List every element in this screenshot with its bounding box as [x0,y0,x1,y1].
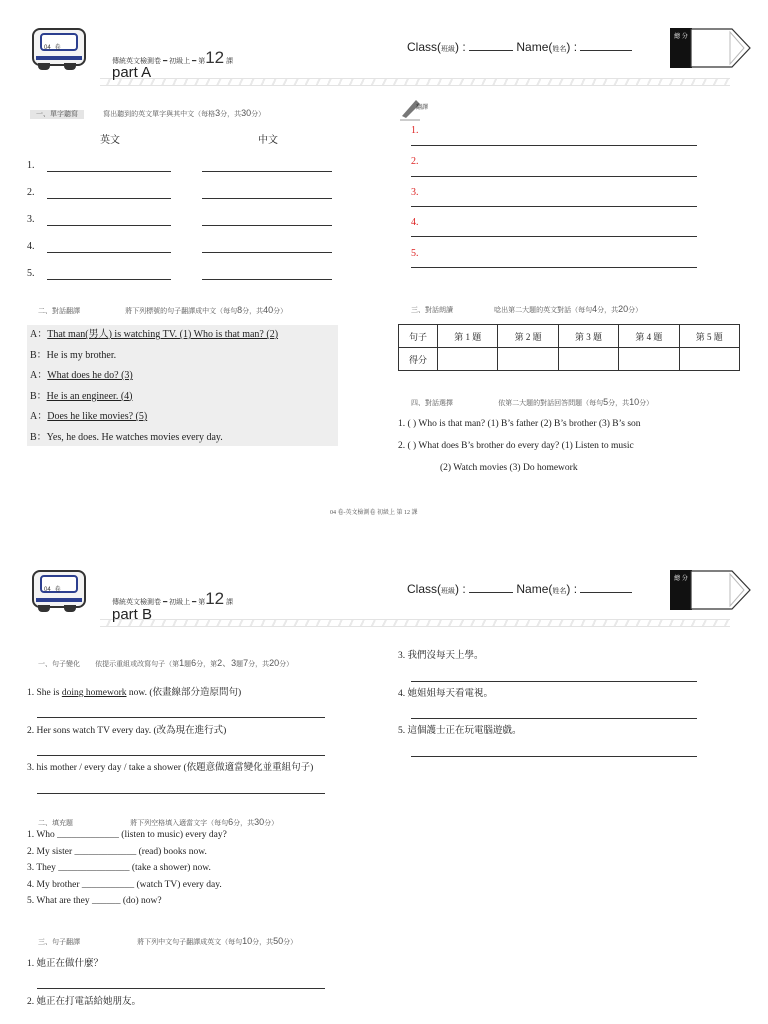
page-footer: 04 卷-英文檢測卷 初級上 第 12 課 [330,510,418,516]
class-label: Class( [407,40,442,54]
a-section3-heading [411,297,642,316]
list-item: 1. Who _____________ (listen to music) every day? [27,830,227,840]
answer-line-zh[interactable] [202,198,332,199]
dialog-line: A：Does he like movies? (5) [30,411,148,422]
a-section4-heading [411,390,653,409]
a-q2b: (2) Watch movies (3) Do homework [440,463,578,473]
class-cn: 班級 [441,46,456,53]
subtitle-lesson-prefix: 第 [198,599,206,606]
section-instruction: 依第二大題的對話回答問題（每句5分，共10分） [498,397,654,407]
header-cell: 第 1 題 [438,325,498,348]
class-field[interactable] [469,50,513,51]
score-cell[interactable] [498,348,558,371]
header-cell: 第 5 題 [679,325,739,348]
score-row [399,348,740,371]
score-header-row [399,325,740,348]
answer-line[interactable] [411,756,697,757]
answer-line-zh[interactable] [202,225,332,226]
score-cell[interactable] [558,348,618,371]
answer-line-en[interactable] [47,225,171,226]
subtitle-lesson-suffix: 課 [226,599,234,606]
section-instruction: 依提示重組或改寫句子（第1題6分，第2、3題7分，共20分） [95,658,294,668]
answer-line-zh[interactable] [202,279,332,280]
b-q1: 1. She is doing homework now. (依畫線部分造原問句) [27,688,242,698]
train-icon [32,28,86,66]
answer-line[interactable] [37,755,325,756]
blank[interactable]: _______________ [58,863,130,873]
header-cell: 句子 [399,325,438,348]
dialog-line: B：Yes, he does. He watches movies every day. [30,431,223,443]
section-instruction: 將下列空格填入適當文字（每句6分，共30分） [130,817,279,827]
answer-line[interactable] [411,681,697,682]
name-close: ) : [566,582,578,596]
b-section3-heading [38,929,297,948]
b-right-q3: 3. 我們沒每天上學。 [398,651,484,661]
a-section2-heading [38,298,287,317]
badge-number: 04 [44,587,51,593]
lesson-number: 12 [205,589,225,608]
subtitle-prefix: 傳統英文檢測卷 [112,599,161,606]
b-right-q5: 5. 這個護士正在玩電腦遊戲。 [398,726,522,736]
part-title: part B [112,606,153,623]
section-tag: 二、對話翻譯 [38,308,80,315]
col-zh: 中文 [258,135,278,146]
answer-line[interactable] [411,718,697,719]
section-tag: 一、單字聽寫 [30,110,84,119]
answer-line[interactable] [411,267,697,268]
header-cell: 第 2 題 [498,325,558,348]
blank[interactable]: ___________ [81,879,135,890]
row-num: 3. [411,187,419,198]
answer-line-en[interactable] [47,198,171,199]
section-tag: 一、句子變化 [38,661,80,668]
list-item: 4. My brother ___________ (watch TV) every day. [27,879,222,890]
rail-decoration [100,78,730,86]
row-num: 4. [411,217,419,228]
b-s3-q2: 2. 她正在打電話給她朋友。 [27,997,142,1007]
train-badge [30,26,85,72]
blank[interactable]: _____________ [74,846,137,857]
badge-suffix: 卷 [54,45,61,51]
b-q3: 3. his mother / every day / take a shower (依題意做適當變化並重組句子) [27,763,314,773]
badge-number: 04 [44,45,51,51]
section-instruction: 寫出聽到的英文單字與其中文（每格3分，共30分） [103,108,266,118]
name-field[interactable] [580,592,632,593]
answer-line[interactable] [411,236,697,237]
list-item: 3. They _______________ (take a shower) now. [27,863,211,873]
score-cell[interactable] [679,348,739,371]
class-close: ) : [455,40,466,54]
train-badge [30,568,85,614]
answer-line[interactable] [411,176,697,177]
lesson-number: 12 [205,48,225,67]
section-instruction: 唸出第二大題的英文對話（每句4分，共20分） [494,304,643,314]
row-label: 得分 [399,348,438,371]
row-num: 2. [411,156,419,167]
b-right-q4: 4. 她姐姐每天看電視。 [398,689,494,699]
translate-label: 翻譯 [416,105,429,111]
row-num: 1. [27,160,35,171]
class-close: ) : [455,582,466,596]
score-table [398,324,740,371]
score-flag: 總 分 [670,28,692,68]
answer-line[interactable] [37,717,325,718]
dialog-line: A：That man(男人) is watching TV. (1) Who is that man? (2) [30,329,279,340]
subtitle: 傳統英文檢測卷 ━ 初級上 ━ 第12 課 [112,48,234,67]
answer-line[interactable] [411,145,697,146]
name-label: Name( [516,582,553,596]
subtitle-grade: 初級上 [169,58,191,65]
rail-decoration [100,619,730,627]
a-q2: 2. ( ) What does B’s brother do every day? (1) Listen to music [398,441,634,451]
row-num: 5. [27,268,35,279]
answer-line[interactable] [37,988,325,989]
section-instruction: 將下列中文句子翻譯成英文（每句10分，共50分） [137,936,298,946]
dialog-line: A：What does he do? (3) [30,370,133,381]
section-tag: 二、填充題 [38,820,73,827]
score-arrow-icon [690,570,752,610]
answer-line-zh[interactable] [202,252,332,253]
subtitle-lesson-suffix: 課 [226,58,234,65]
section-tag: 三、句子翻譯 [38,939,80,946]
score-cell[interactable] [438,348,498,371]
fill-in-list [27,827,227,910]
dialog-line: B：He is my brother. [30,349,117,361]
name-cn: 姓名 [552,46,567,53]
header-cell: 第 3 題 [558,325,618,348]
list-item: 5. What are they ______ (do) now? [27,896,162,906]
b-q2: 2. Her sons watch TV every day. (改為現在進行式) [27,726,227,736]
answer-line-en[interactable] [47,171,171,172]
score-arrow-icon [690,28,752,68]
score-flag: 總 分 [670,570,692,610]
subtitle-lesson-prefix: 第 [198,58,206,65]
b-s3-q1: 1. 她正在做什麼？ [27,959,104,969]
class-label: Class( [407,582,442,596]
part-title: part A [112,64,152,81]
row-num: 2. [27,187,35,198]
subtitle-prefix: 傳統英文檢測卷 [112,58,161,65]
section-tag: 三、對話朗讀 [411,307,453,314]
train-icon [32,570,86,608]
b-section1-heading [38,651,293,670]
name-field[interactable] [580,50,632,51]
answer-line-en[interactable] [47,279,171,280]
section-tag: 四、對話選擇 [411,400,453,407]
badge-suffix: 卷 [54,587,61,593]
name-label: Name( [516,40,553,54]
name-close: ) : [566,40,578,54]
row-num: 5. [411,248,419,259]
dialog-box [27,325,338,446]
answer-line-en[interactable] [47,252,171,253]
answer-line[interactable] [37,793,325,794]
name-cn: 姓名 [552,588,567,595]
blank[interactable]: ______ [91,896,121,906]
answer-line-zh[interactable] [202,171,332,172]
list-item: 2. My sister _____________ (read) books now. [27,846,207,857]
answer-line[interactable] [411,206,697,207]
row-num: 4. [27,241,35,252]
row-num: 1. [411,125,419,136]
class-field[interactable] [469,592,513,593]
a-section1-heading [30,101,265,120]
row-num: 3. [27,214,35,225]
a-q1: 1. ( ) Who is that man? (1) B’s father (2) B’s brother (3) B’s son [398,419,641,429]
col-en: 英文 [100,135,120,146]
class-name-fields [407,40,632,54]
blank[interactable]: _____________ [57,830,119,840]
header-cell: 第 4 題 [619,325,679,348]
class-name-fields [407,582,632,596]
dialog-line: B：He is an engineer. (4) [30,390,133,402]
score-cell[interactable] [619,348,679,371]
subtitle: 傳統英文檢測卷 ━ 初級上 ━ 第12 課 [112,589,234,608]
class-cn: 班級 [441,588,456,595]
subtitle-grade: 初級上 [169,599,191,606]
section-instruction: 將下列標號的句子翻譯成中文（每句8分，共40分） [125,305,288,315]
